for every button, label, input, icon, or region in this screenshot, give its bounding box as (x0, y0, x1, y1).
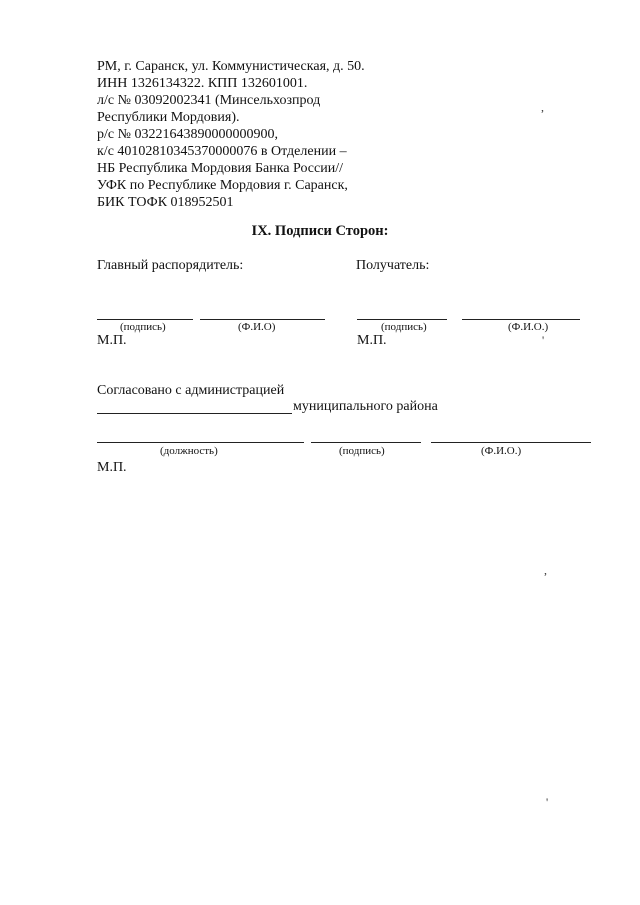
right-signature-caption: (подпись) (381, 321, 427, 333)
approval-name-caption: (Ф.И.О.) (481, 445, 522, 457)
address-line: ИНН 1326134322. КПП 132601001. (97, 76, 308, 91)
scan-speck: , (541, 100, 544, 114)
right-party-label: Получатель: (356, 258, 430, 273)
section-title: IX. Подписи Сторон: (251, 223, 389, 239)
administration-name-line (97, 413, 292, 414)
address-line: Республики Мордовия). (97, 110, 240, 125)
address-line: РМ, г. Саранск, ул. Коммунистическая, д. 50. (97, 59, 365, 74)
left-signature-caption: (подпись) (120, 321, 166, 333)
position-caption: (должность) (160, 445, 218, 457)
right-name-line (462, 319, 580, 320)
scan-speck: , (544, 563, 547, 577)
left-stamp: М.П. (97, 333, 127, 348)
left-party-label: Главный распорядитель: (97, 258, 244, 273)
address-line: УФК по Республике Мордовия г. Саранск, (97, 178, 348, 193)
approval-stamp: М.П. (97, 460, 127, 475)
approval-name-line (431, 442, 591, 443)
right-name-caption: (Ф.И.О.) (508, 321, 549, 333)
approval-text: Согласовано с администрацией (97, 383, 285, 398)
scan-speck: ' (546, 795, 549, 809)
approval-signature-caption: (подпись) (339, 445, 385, 457)
address-block (97, 58, 365, 211)
left-name-caption: (Ф.И.О) (238, 321, 276, 333)
address-line: БИК ТОФК 018952501 (97, 195, 234, 210)
address-line: л/с № 03092002341 (Минсельхозпрод (97, 93, 321, 108)
left-signature-line (97, 319, 193, 320)
approval-signature-line (311, 442, 421, 443)
left-name-line (200, 319, 325, 320)
right-signature-line (357, 319, 447, 320)
approval-district-text: муниципального района (293, 399, 438, 414)
scan-speck: ' (542, 333, 545, 347)
position-line (97, 442, 304, 443)
address-line: НБ Республика Мордовия Банка России// (97, 161, 343, 176)
right-stamp: М.П. (357, 333, 387, 348)
address-line: к/с 40102810345370000076 в Отделении – (97, 144, 347, 159)
address-line: р/с № 03221643890000000900, (97, 127, 278, 142)
